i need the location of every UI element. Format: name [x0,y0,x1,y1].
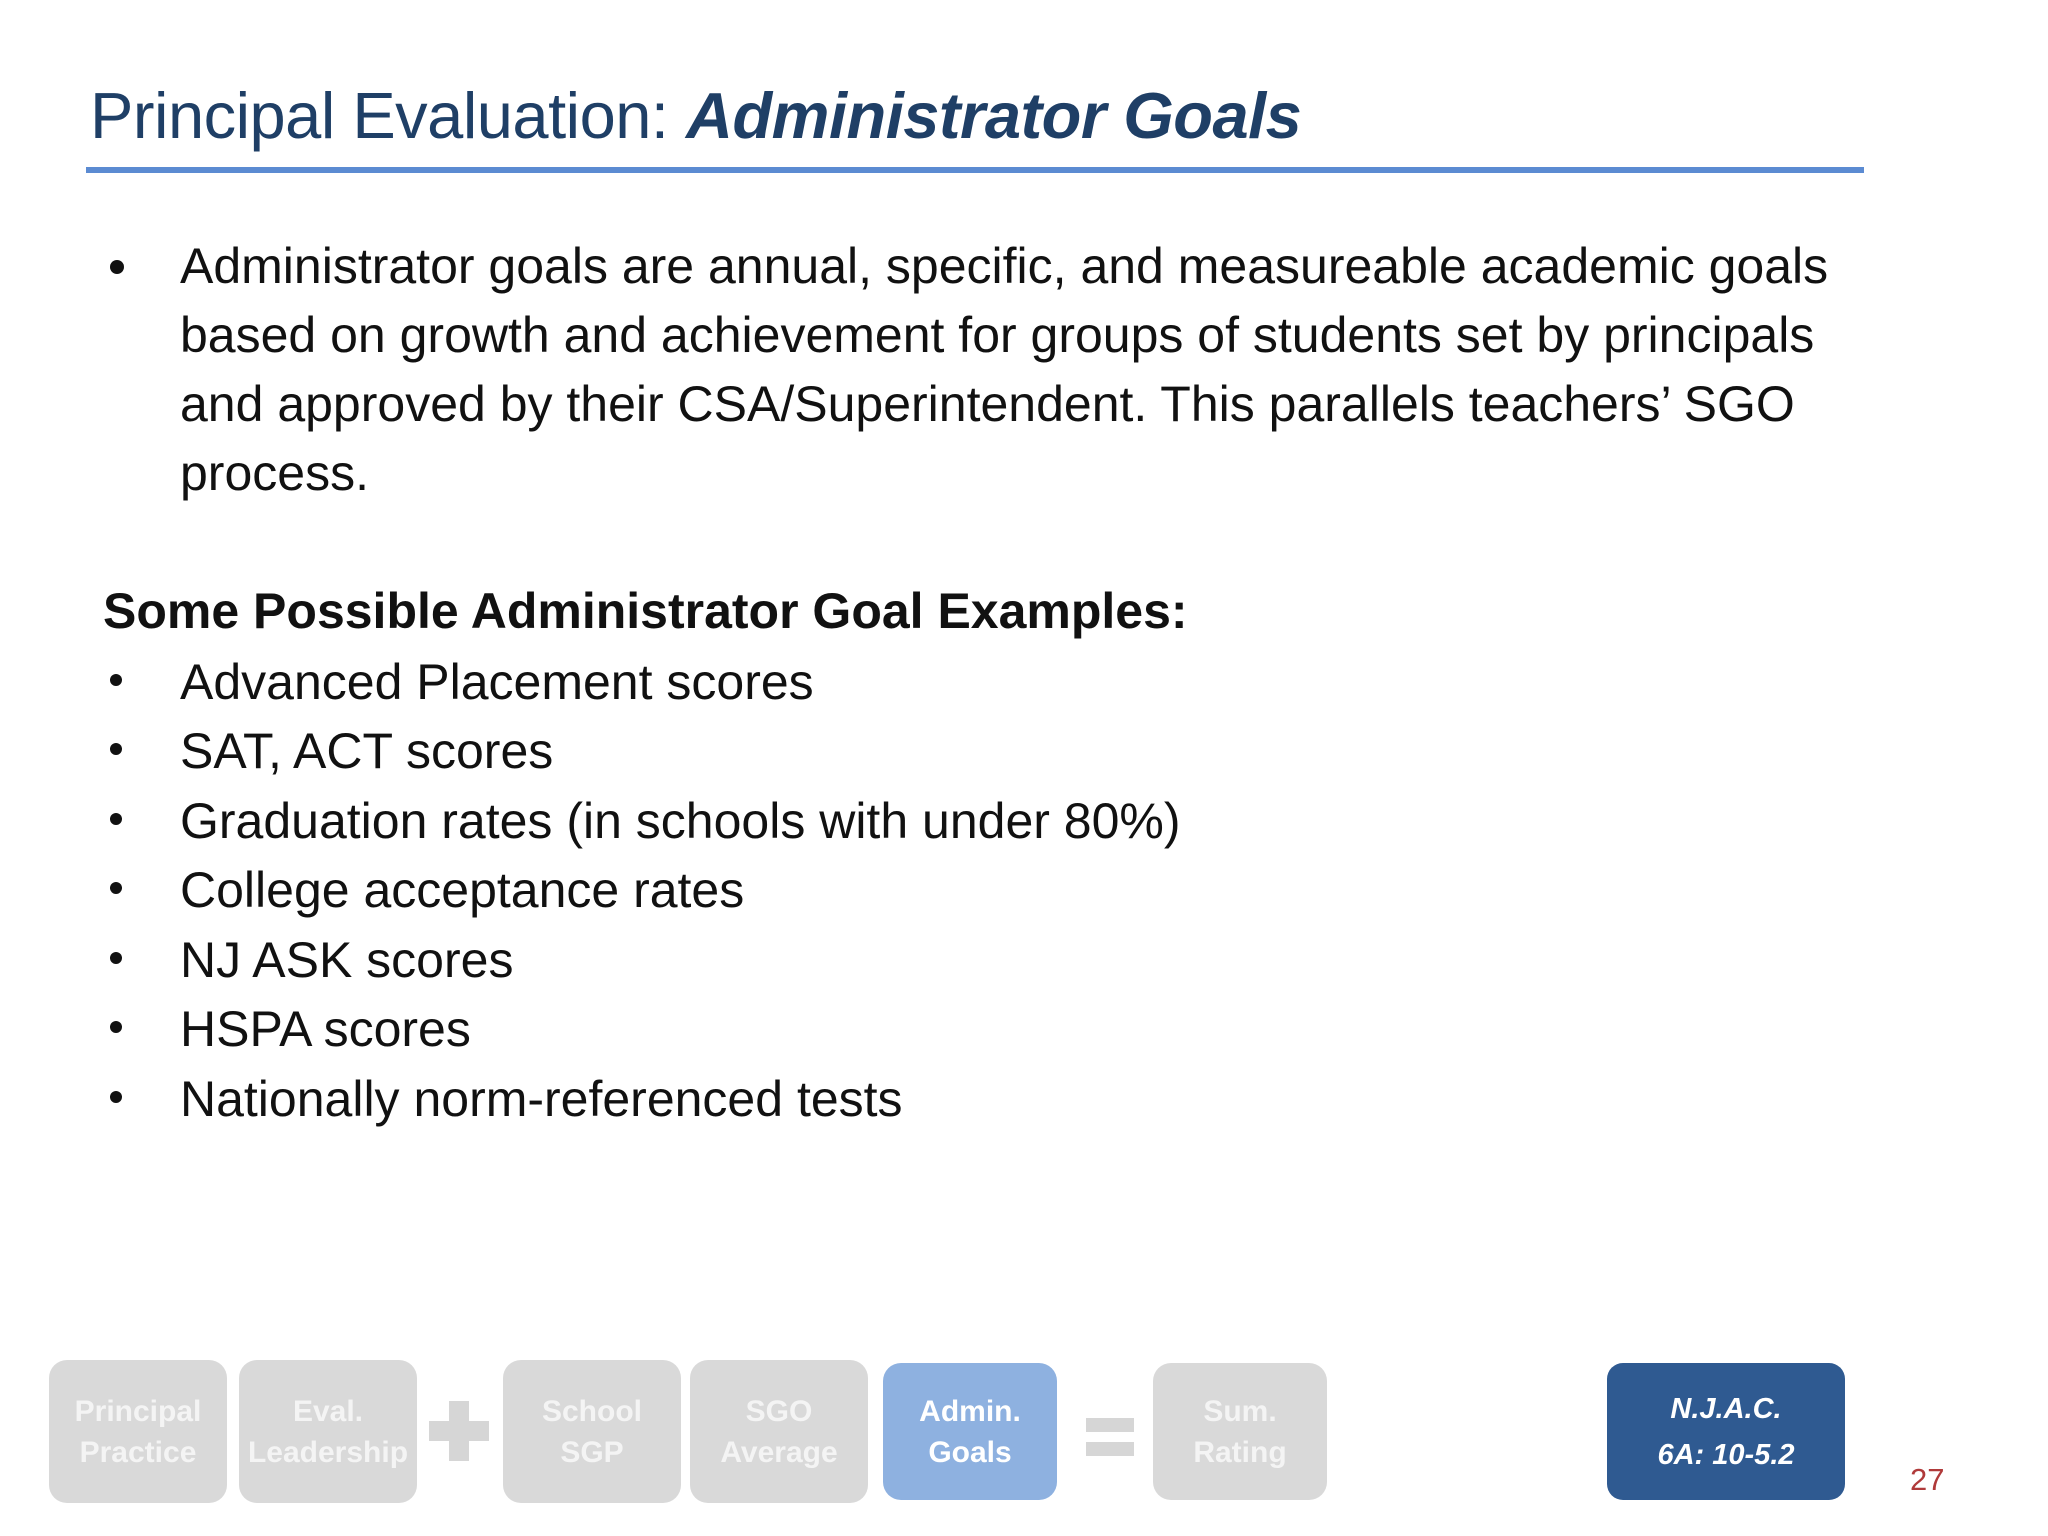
title-prefix: Principal Evaluation: [90,79,686,152]
bullet-icon [110,1021,122,1033]
reference-line: 6A: 10-5.2 [1657,1438,1795,1471]
bullet-icon [110,743,122,755]
example-text: NJ ASK scores [180,932,514,988]
intro-bullet-icon [110,260,124,274]
title-underline [86,167,1864,173]
flow-box-line: Practice [79,1435,197,1469]
bullet-icon [110,952,122,964]
flow-box-line: SGO [745,1394,813,1428]
flow-box-line: Principal [74,1394,202,1428]
title-emphasis: Administrator Goals [686,79,1302,152]
bullet-icon [110,674,122,686]
flow-box-eval-leadership [239,1360,417,1503]
reference-line: N.J.A.C. [1670,1392,1782,1425]
flow-box-sgo-average [690,1360,868,1503]
example-text: HSPA scores [180,1001,471,1057]
flow-box-line: School [541,1394,642,1428]
examples-heading: Some Possible Administrator Goal Examples: [103,583,1188,639]
page-number: 27 [1910,1462,1945,1497]
flow-box-line: Goals [928,1435,1012,1469]
example-text: Nationally norm-referenced tests [180,1071,903,1127]
flow-box-sum-rating [1153,1363,1327,1500]
regulation-reference-badge [1607,1363,1845,1500]
bullet-icon [110,813,122,825]
flow-box-line: Eval. [292,1394,364,1428]
flow-box-line: Average [720,1435,838,1469]
slide-title [90,78,1301,153]
example-text: College acceptance rates [180,862,745,918]
flow-box-school-sgp [503,1360,681,1503]
flow-box-line: Sum. [1203,1394,1277,1428]
flow-box-line: Admin. [919,1394,1021,1428]
flow-box-line: SGP [560,1435,624,1469]
flow-box-principal-practice [49,1360,227,1503]
example-text: SAT, ACT scores [180,723,554,779]
example-text: Advanced Placement scores [180,654,814,710]
example-text: Graduation rates (in schools with under 80%) [180,793,1181,849]
intro-paragraph: Administrator goals are annual, specific, and measureable academic goals based on growth and achievement for groups of students set by principals and approved by their CSA/Superintendent. This parallels teachers’ SGO process. [180,238,1829,501]
flow-box-line: Rating [1193,1435,1287,1469]
bullet-icon [110,882,122,894]
flow-box-line: Leadership [247,1435,409,1469]
flow-box-admin-goals [883,1363,1057,1500]
bullet-icon [110,1091,122,1103]
